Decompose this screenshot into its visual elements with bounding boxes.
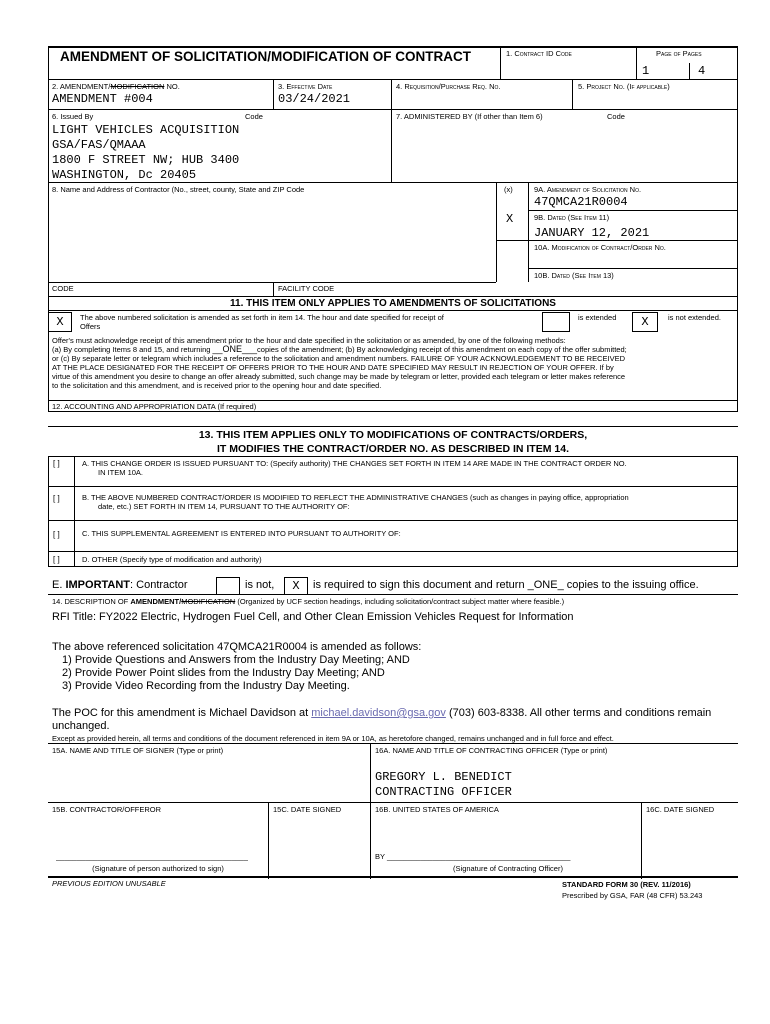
- row-line: [48, 411, 738, 412]
- poc-email-link[interactable]: michael.davidson@gsa.gov: [311, 707, 446, 719]
- divider: [391, 109, 392, 182]
- form-title: AMENDMENT OF SOLICITATION/MODIFICATION OF CONTRACT: [60, 49, 471, 64]
- divider: [48, 456, 49, 566]
- modification-no-label: 10A. Modification of Contract/Order No.: [534, 243, 666, 252]
- contractor-label: 8. Name and Address of Contractor (No., street, county, State and ZIP Code: [52, 185, 305, 194]
- divider: [737, 456, 738, 566]
- amendment-items-list: [62, 654, 410, 693]
- divider: [370, 743, 371, 879]
- not-extended-label: is not extended.: [668, 313, 721, 322]
- officer-date-label: 16C. DATE SIGNED: [646, 805, 715, 814]
- item13b-checkbox[interactable]: [ ]: [53, 494, 60, 503]
- row-line: [48, 182, 738, 183]
- divider: [572, 79, 573, 109]
- poc-statement: The POC for this amendment is Michael Davidson at michael.davidson@gsa.gov (703) 603-8338. All other terms and conditions remain unchanged.: [52, 707, 712, 732]
- prescribed-by: Prescribed by GSA, FAR (48 CFR) 53.243: [562, 891, 703, 900]
- row-line: [528, 210, 737, 211]
- row-line: [528, 268, 737, 269]
- project-no-label: 5. Project No. (If applicable): [578, 82, 670, 91]
- contractor-signature-line[interactable]: ______________________________________________: [56, 852, 248, 861]
- divider: [500, 46, 501, 79]
- row-line: [48, 486, 738, 487]
- is-required-checkbox[interactable]: X: [284, 577, 308, 595]
- admin-code-label: Code: [607, 112, 625, 121]
- item11-text: The above numbered solicitation is amended as set forth in item 14. The hour and date specified for receipt of Offers: [80, 313, 444, 331]
- item11-heading: 11. THIS ITEM ONLY APPLIES TO AMENDMENTS OF SOLICITATIONS: [230, 298, 556, 309]
- facility-code-label: FACILITY CODE: [278, 284, 335, 293]
- item13d-checkbox[interactable]: [ ]: [53, 555, 60, 564]
- list-item: 1) Provide Questions and Answers from the Industry Day Meeting; AND: [62, 654, 410, 666]
- is-not-checkbox[interactable]: [216, 577, 240, 595]
- left-border: [48, 46, 49, 411]
- item13-heading: 13. THIS ITEM APPLIES ONLY TO MODIFICATIONS OF CONTRACTS/ORDERS, IT MODIFIES THE CONTRACT/ORDER NO. AS DESCRIBED IN ITEM 14.: [198, 429, 588, 455]
- page-number: 1: [642, 64, 650, 78]
- divider: [74, 456, 75, 566]
- rfi-title: RFI Title: FY2022 Electric, Hydrogen Fuel Cell, and Other Clean Emission Vehicles Request for Information: [52, 611, 574, 623]
- pages-count: 4: [698, 64, 706, 78]
- officer-signature-line[interactable]: BY ____________________________________________: [375, 852, 571, 861]
- is-extended-checkbox[interactable]: [542, 312, 570, 332]
- divider: [636, 46, 637, 79]
- dated-label: 9B. Dated (See Item 11): [534, 213, 610, 222]
- item13c-checkbox[interactable]: [ ]: [53, 530, 60, 539]
- issued-by-label: 6. Issued By: [52, 112, 94, 121]
- row-line: [48, 802, 738, 803]
- item14-label: 14. DESCRIPTION OF AMENDMENT/MODIFICATION (Organized by UCF section headings, including solicitation/contract subject matter where feasible.): [52, 597, 565, 606]
- important-prefix: E. IMPORTANT: Contractor: [52, 579, 188, 591]
- row-line: [48, 400, 738, 401]
- row-line: [48, 109, 738, 110]
- code-label: CODE: [52, 284, 74, 293]
- row-line: [48, 743, 738, 744]
- row-line: [496, 240, 737, 241]
- amended-statement: The above referenced solicitation 47QMCA21R0004 is amended as follows:: [52, 641, 422, 653]
- row-line: [48, 79, 738, 80]
- divider: [641, 802, 642, 879]
- divider: [273, 79, 274, 109]
- amendment-checkmark: X: [506, 212, 514, 226]
- item13b-text: B. THE ABOVE NUMBERED CONTRACT/ORDER IS MODIFIED TO REFLECT THE ADMINISTRATIVE CHANGES (such as changes in paying office, appropriation date, etc.) SET FORTH IN ITEM 14, PURSUANT TO THE AUTHORITY OF:: [82, 493, 629, 511]
- item13a-text: A. THIS CHANGE ORDER IS ISSUED PURSUANT TO: (Specify authority) THE CHANGES SET FORTH IN ITEM 14 ARE MADE IN THE CONTRACT ORDER NO. IN ITEM 10A.: [82, 459, 627, 477]
- is-not-label: is not,: [245, 579, 275, 591]
- effective-date-label: 3. Effective Date: [278, 82, 333, 91]
- item11-checkbox[interactable]: X: [48, 312, 72, 332]
- x-column-label: (x): [504, 185, 513, 194]
- list-item: 2) Provide Power Point slides from the Industry Day Meeting; AND: [62, 667, 385, 679]
- contract-id-label: 1. Contract ID Code: [506, 49, 572, 58]
- dated-value: JANUARY 12, 2021: [534, 226, 650, 240]
- contractor-signature-caption: (Signature of person authorized to sign): [92, 864, 224, 873]
- except-statement: Except as provided herein, all terms and conditions of the document referenced in item 9A or 10A, as heretofore changed, remains unchanged and in full force and effect.: [52, 734, 614, 743]
- contractor-offeror-label: 15B. CONTRACTOR/OFFEROR: [52, 805, 162, 814]
- officer-name-label: 16A. NAME AND TITLE OF CONTRACTING OFFICER (Type or print): [375, 746, 608, 755]
- previous-edition-note: PREVIOUS EDITION UNUSABLE: [52, 879, 166, 888]
- officer-name: GREGORY L. BENEDICT CONTRACTING OFFICER: [375, 770, 512, 799]
- form-number: STANDARD FORM 30 (REV. 11/2016): [562, 880, 691, 889]
- signer-name-label: 15A. NAME AND TITLE OF SIGNER (Type or print): [52, 746, 224, 755]
- row-line: [48, 551, 738, 552]
- is-extended-label: is extended: [578, 313, 617, 322]
- not-extended-checkbox[interactable]: X: [632, 312, 658, 332]
- row-line: [48, 282, 496, 283]
- list-item: 3) Provide Video Recording from the Industry Day Meeting.: [62, 680, 350, 692]
- divider: [268, 802, 269, 879]
- divider: [528, 182, 529, 282]
- officer-signature-caption: (Signature of Contracting Officer): [453, 864, 563, 873]
- item13d-text: D. OTHER (Specify type of modification and authority): [82, 555, 262, 564]
- amendment-no-value: AMENDMENT #004: [52, 92, 153, 106]
- page-of-pages-label: Page of Pages: [656, 49, 702, 58]
- contractor-date-label: 15C. DATE SIGNED: [273, 805, 342, 814]
- row-line: [48, 296, 738, 297]
- divider: [496, 182, 497, 282]
- top-border: [48, 46, 738, 48]
- row-line: [48, 426, 738, 427]
- row-line: [48, 566, 738, 567]
- accounting-label: 12. ACCOUNTING AND APPROPRIATION DATA (If required): [52, 402, 257, 411]
- divider: [689, 63, 690, 79]
- amendment-no-label: 2. AMENDMENT/MODIFICATION NO.: [52, 82, 180, 91]
- divider: [273, 282, 274, 296]
- row-line: [48, 310, 738, 311]
- row-line: [48, 456, 738, 457]
- requisition-label: 4. Requisition/Purchase Req. No.: [396, 82, 501, 91]
- usa-label: 16B. UNITED STATES OF AMERICA: [375, 805, 499, 814]
- is-required-text: is required to sign this document and return _ONE_ copies to the issuing office.: [313, 579, 699, 591]
- divider: [391, 79, 392, 109]
- issued-code-label: Code: [245, 112, 263, 121]
- row-line: [48, 594, 738, 595]
- modification-dated-label: 10B. Dated (See Item 13): [534, 271, 614, 280]
- issued-by-address: LIGHT VEHICLES ACQUISITION GSA/FAS/QMAAA 1800 F STREET NW; HUB 3400 WASHINGTON, Dc 20405: [52, 123, 240, 182]
- item13c-text: C. THIS SUPPLEMENTAL AGREEMENT IS ENTERED INTO PURSUANT TO AUTHORITY OF:: [82, 529, 401, 538]
- amendment-solicitation-value: 47QMCA21R0004: [534, 195, 628, 209]
- item11-instructions: Offer's must acknowledge receipt of this amendment prior to the hour and date specified in the solicitation or as amended, by one of the following methods: (a) By completing Items 8 and 15, and returning __ONE___copies of the amendment; (b) By acknowledging receipt of this amendment on each copy of the offer submitted; or (c) By separate letter or telegram which includes a reference to the solicitation and amendment numbers. FAILURE OF YOUR ACKNOWLEDGEMENT TO BE RECEIVED AT THE PLACE DESIGNATED FOR THE RECEIPT OF OFFERS PRIOR TO THE HOUR AND DATE SPECIFIED MAY RESULT IN REJECTION OF YOUR OFFER. If by virtue of this amendment you desire to change an offer already submitted, such change may be made by telegram or letter, provided each telegram or letter makes reference to the solicitation and this amendment, and is received prior to the opening hour and date specified.: [52, 336, 627, 390]
- amendment-solicitation-label: 9A. Amendment of Solicitation No.: [534, 185, 642, 194]
- row-line: [48, 520, 738, 521]
- administered-by-label: 7. ADMINISTERED BY (If other than Item 6): [396, 112, 543, 121]
- item13a-checkbox[interactable]: [ ]: [53, 459, 60, 468]
- effective-date-value: 03/24/2021: [278, 92, 351, 106]
- bottom-border: [48, 876, 738, 878]
